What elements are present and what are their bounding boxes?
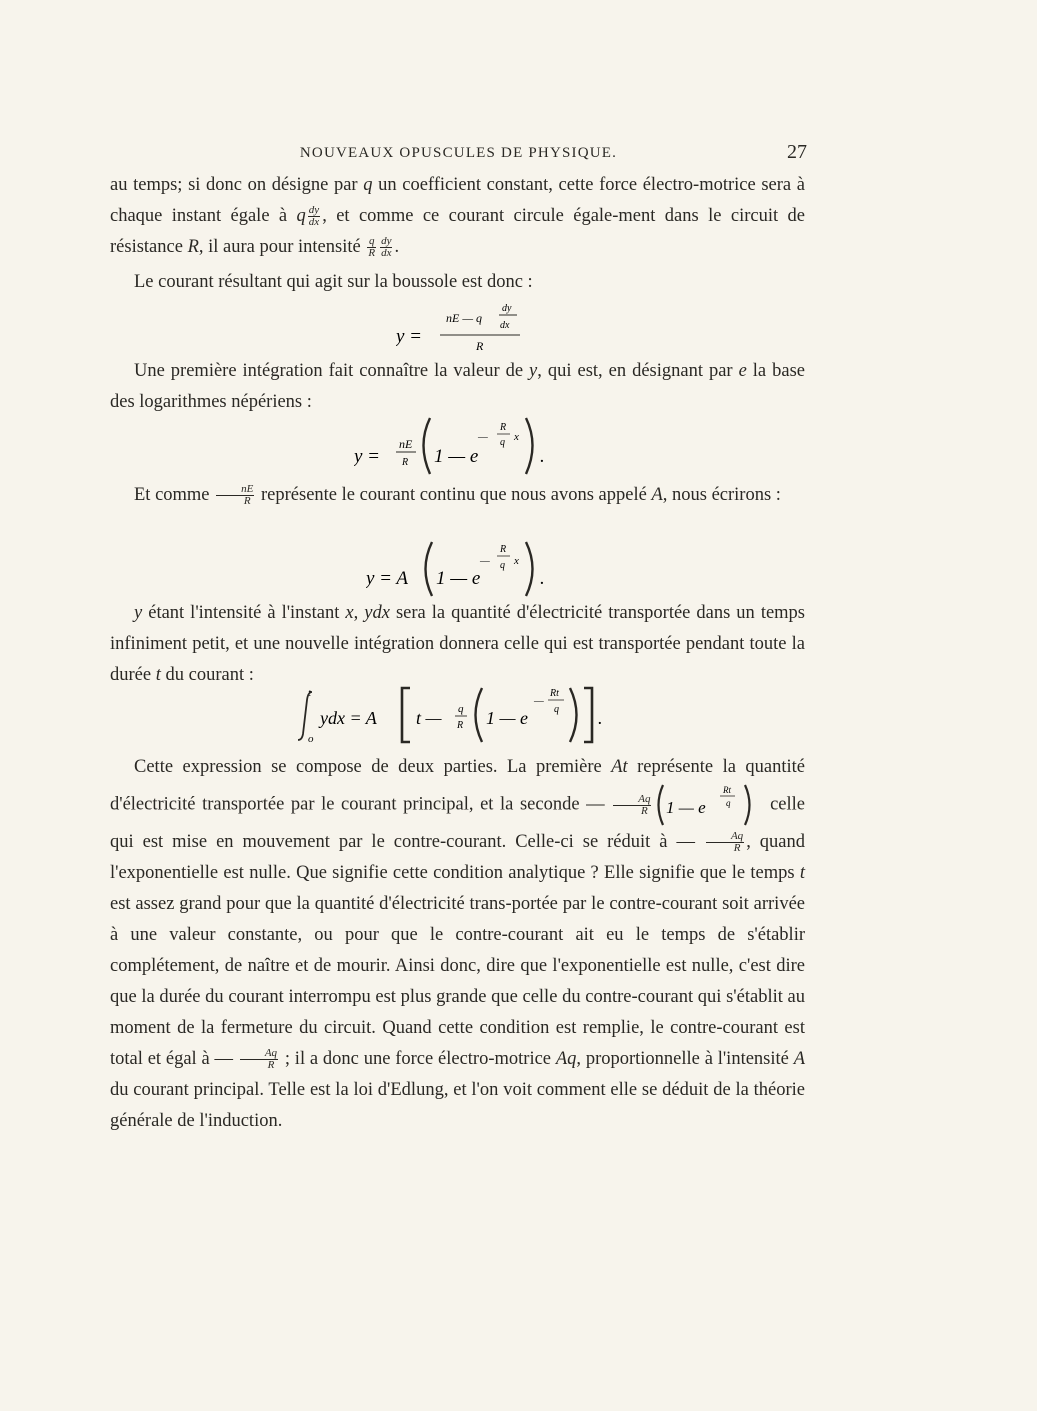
fraction-numerator: dy [381, 235, 392, 248]
eq4-end: . [598, 708, 603, 728]
eq4-coef-den: R [457, 720, 464, 731]
equation-4 [298, 682, 618, 746]
eq3-right-paren [526, 542, 533, 596]
text-run: celle qui est mise en mouvement par le contre-courant. Celle-ci se réduit à — [110, 794, 805, 852]
fraction-dy-dx [308, 205, 320, 228]
inline-exponential-graphic [653, 783, 763, 827]
math-y: y [134, 603, 143, 623]
fraction-q-R [367, 236, 376, 259]
eq2-end: . [540, 446, 545, 467]
running-title: NOUVEAUX OPUSCULES DE PHYSIQUE. [299, 145, 618, 161]
eq2-lhs: y = [354, 446, 381, 467]
eq2-coef-den: R [402, 457, 409, 468]
eq2-coef-num: nE [399, 437, 413, 451]
paragraph-1-text [110, 170, 805, 263]
text-run: , quand l'exponentielle est nulle. Que signifie cette condition analytique ? Elle signifie que le temps [110, 832, 806, 883]
fraction-Aq-R [613, 794, 651, 817]
eq2-left-paren [424, 418, 431, 474]
eq3-end: . [540, 568, 545, 589]
eq3-exp-sign: — [480, 555, 490, 567]
fraction-dy-dx [380, 236, 392, 259]
text-run: du courant principal. Telle est la loi d'Edlung, et l'on voit comment elle se déduit de la théorie générale de l'induction. [110, 1080, 805, 1131]
eq4-left-bracket [402, 688, 410, 742]
eq2-exp-num: R [500, 422, 507, 433]
eq1-lhs: y = [396, 326, 423, 347]
text-run: , et comme ce courant circule égale-ment dans le circuit de résistance [110, 206, 805, 257]
eq2-exp-sign: — [478, 431, 488, 443]
eq4-integrand: ydx = A [320, 708, 377, 728]
equation-2-graphic [354, 412, 554, 478]
fraction-Aq-R [706, 831, 744, 854]
eq4-coef-num: q [458, 703, 464, 715]
eq2-exp-den: q [500, 437, 505, 448]
equation-3 [366, 538, 556, 600]
math-Aq: Aq [555, 1049, 577, 1069]
equation-2 [354, 412, 554, 478]
eq3-body: 1 — e [436, 568, 481, 589]
text-run: est assez grand pour que la quantité d'électricité trans-portée par le contre-courant soit arrivée à une valeur constante, ou pour que le contre-courant ait eu le temps de s'établir complétement, de naître et de mourir. Ainsi donc, dire que l'exponentielle est nulle, c'est dire que la durée du courant interrompu est plus grande que celle du contre-courant qui s'établit au moment de la fermeture du circuit. Quand cette condition est remplie, le contre-courant est total et égal à — [110, 894, 805, 1069]
eq3-exp-den: q [500, 560, 505, 571]
fraction-numerator: q [368, 235, 375, 248]
page-number: 27 [787, 141, 807, 163]
math-q: q [296, 206, 306, 226]
eq4-int-upper: t [308, 687, 312, 699]
text-run: ; il a donc une force électro-motrice [280, 1049, 556, 1069]
math-R: R [187, 237, 199, 257]
paragraph-1 [110, 170, 805, 263]
fraction-numerator: Aq [240, 1048, 278, 1060]
text-run: au temps; si donc on désigne par [110, 175, 364, 195]
equation-3-graphic [366, 538, 556, 600]
math-q: q [363, 175, 373, 195]
fraction-numerator: nE [216, 484, 254, 496]
math-A: A [651, 485, 663, 505]
inline-exp-top: Rt [723, 785, 732, 795]
inline-body: 1 — e [666, 798, 707, 817]
equation-4-graphic [298, 682, 618, 746]
eq1-denominator: R [476, 339, 484, 353]
text-run: Et comme [134, 485, 215, 505]
text-run: . [394, 237, 400, 257]
eq3-exp-var: x [514, 555, 519, 567]
inline-right-paren [745, 785, 750, 825]
inline-exp-bottom: q [726, 798, 731, 808]
paragraph-3-text [110, 356, 805, 418]
text-run: la base des logarithmes népériens : [110, 361, 805, 412]
math-y: y [529, 361, 538, 381]
text-run: étant l'intensité à l'instant [142, 603, 346, 623]
paragraph-4 [110, 480, 805, 511]
eq4-exp-sign: — [534, 695, 544, 707]
fraction-numerator: dy [308, 204, 320, 217]
fraction-denominator: dx [308, 216, 320, 229]
eq2-exp-var: x [514, 431, 519, 443]
fraction-numerator: Aq [706, 831, 744, 843]
text-run: un coefficient constant, cette force électro-motrice sera à chaque instant égale à [110, 175, 805, 226]
eq4-body: 1 — e [486, 708, 528, 728]
fraction-denominator: R [641, 804, 648, 817]
fraction-denominator: R [243, 495, 251, 508]
text-run: , [353, 603, 365, 623]
math-x: x [345, 603, 354, 623]
math-e: e [738, 361, 747, 381]
text-run: , proportionnelle à l'intensité [576, 1049, 794, 1069]
fraction-denominator: dx [381, 247, 392, 260]
text-run: , il aura pour intensité [198, 237, 366, 257]
inline-exponential [653, 783, 763, 827]
paragraph-5 [110, 598, 805, 691]
math-At: At [611, 757, 628, 777]
eq4-int-lower: o [308, 733, 314, 745]
fraction-nE-R [216, 484, 254, 507]
paragraph-4-text [110, 480, 805, 511]
fraction-denominator: R [733, 842, 741, 855]
page-header [110, 141, 807, 167]
eq4-right-bracket [584, 688, 592, 742]
text-run: Une première intégration fait connaître la valeur de [134, 361, 530, 381]
text-run: représente la quantité d'électricité transportée par le courant principal, et la seconde — [110, 757, 805, 815]
text-run: Cette expression se compose de deux parties. La première [134, 757, 612, 777]
eq1-inner-num: dy [502, 303, 512, 314]
math-A: A [793, 1049, 805, 1069]
paragraph-5-text [110, 598, 805, 691]
paragraph-2 [110, 267, 805, 298]
eq1-inner-den: dx [500, 320, 510, 331]
text-run: sera la quantité d'électricité transportée dans un temps infiniment petit, et une nouvelle intégration donnera celle qui est transportée pendant toute la durée [110, 603, 806, 685]
eq3-exp-num: R [500, 544, 507, 555]
paragraph-3 [110, 356, 805, 418]
fraction-numerator: Aq [613, 794, 651, 806]
paragraph-6 [110, 752, 805, 1137]
text-run: , nous écrirons : [662, 485, 781, 505]
eq4-left-paren [476, 688, 483, 742]
text-run: du courant : [160, 665, 254, 685]
eq2-body: 1 — e [434, 446, 479, 467]
text-run: , qui est, en désignant par [537, 361, 739, 381]
math-t: t [155, 665, 161, 685]
eq1-numerator: nE — q [446, 311, 482, 325]
inline-left-paren [659, 785, 664, 825]
eq4-exp-top: Rt [550, 688, 559, 699]
equation-1 [396, 298, 526, 354]
paragraph-6-text [110, 752, 805, 1137]
fraction-denominator: R [368, 247, 376, 260]
eq4-t-term: t — [416, 708, 442, 728]
equation-1-graphic [396, 298, 526, 354]
eq2-right-paren [526, 418, 533, 474]
paragraph-2-text: Le courant résultant qui agit sur la boussole est donc : [134, 272, 533, 292]
text-run: représente le courant continu que nous avons appelé [256, 485, 652, 505]
eq3-left-paren [426, 542, 433, 596]
eq3-lhs: y = A [366, 568, 409, 589]
eq4-right-paren [570, 688, 577, 742]
fraction-Aq-R [240, 1048, 278, 1071]
eq4-exp-bottom: q [554, 704, 559, 715]
math-ydx: ydx [364, 603, 390, 623]
fraction-denominator: R [267, 1059, 275, 1072]
math-t: t [799, 863, 805, 883]
